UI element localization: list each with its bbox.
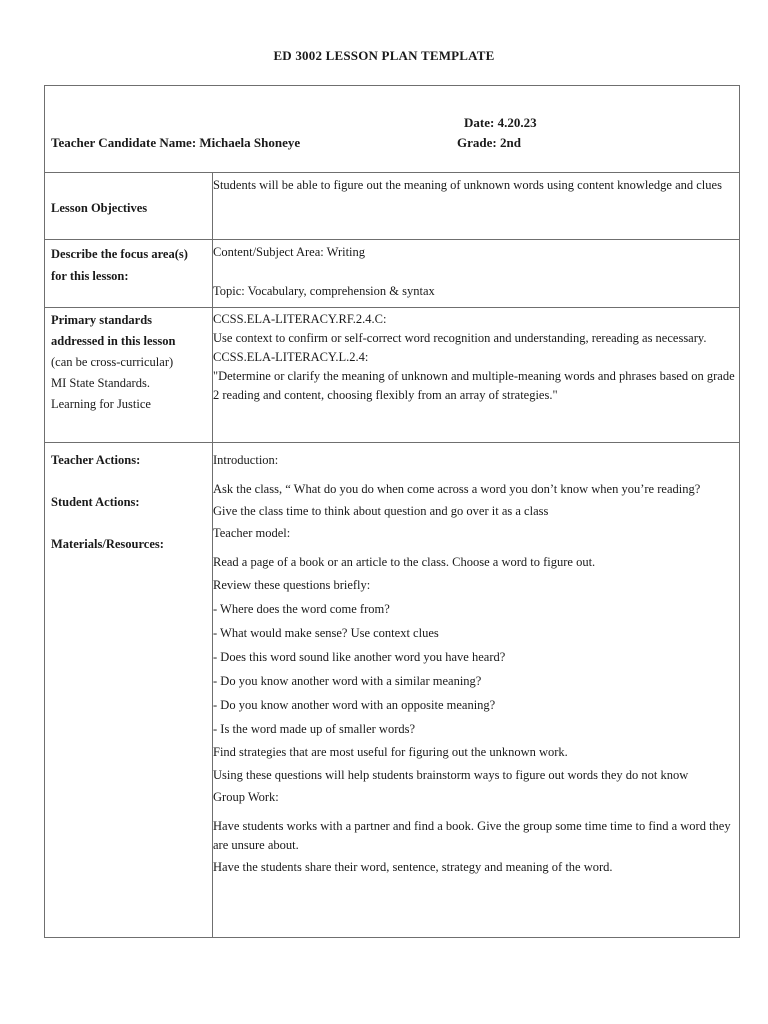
standards-row xyxy=(45,308,740,443)
lesson-topic: Topic: Vocabulary, comprehension & syntax xyxy=(213,284,435,298)
subject-area: Content/Subject Area: Writing xyxy=(213,245,366,259)
review-questions-heading: Review these questions briefly: xyxy=(213,578,371,592)
standards-label: Primary standards addressed in this lesson xyxy=(51,313,176,348)
header-cell xyxy=(45,86,740,173)
objectives-label: Lesson Objectives xyxy=(51,201,148,215)
focus-label: Describe the focus area(s) for this lesson: xyxy=(51,247,188,283)
student-actions-label: Student Actions: xyxy=(51,495,140,509)
find-strategies-text: Find strategies that are most useful for figuring out the unknown work. xyxy=(213,745,568,759)
teacher-model-heading: Teacher model: xyxy=(213,526,291,540)
question-item: - Is the word made up of smaller words? xyxy=(213,722,416,736)
group-work-heading: Group Work: xyxy=(213,790,279,804)
learning-for-justice-label: Learning for Justice xyxy=(51,397,151,411)
focus-row xyxy=(45,240,740,308)
lesson-date: Date: 4.20.23 xyxy=(464,115,537,130)
standard-1-code: CCSS.ELA-LITERACY.RF.2.4.C: xyxy=(213,312,387,326)
question-item: - Does this word sound like another word you have heard? xyxy=(213,650,506,664)
objectives-text: Students will be able to figure out the meaning of unknown words using content knowledge and clues xyxy=(213,178,722,192)
actions-row xyxy=(45,443,740,938)
give-time-text: Give the class time to think about question and go over it as a class xyxy=(213,504,549,518)
standards-label-cell xyxy=(45,308,213,443)
teacher-actions-label: Teacher Actions: xyxy=(51,453,141,467)
share-text: Have the students share their word, sentence, strategy and meaning of the word. xyxy=(213,860,613,874)
standard-1-text: Use context to confirm or self-correct word recognition and understanding, rereading as necessary. xyxy=(213,331,707,345)
mi-state-standards-label: MI State Standards. xyxy=(51,376,150,390)
focus-label-cell xyxy=(45,240,213,308)
objectives-label-cell xyxy=(45,173,213,240)
focus-content-cell xyxy=(213,240,740,308)
ask-class-text: Ask the class, “ What do you do when come across a word you don’t know when you’re reading? xyxy=(213,482,701,496)
document-title: ED 3002 LESSON PLAN TEMPLATE xyxy=(273,48,495,63)
header-row xyxy=(45,86,740,173)
teacher-candidate-name: Teacher Candidate Name: Michaela Shoneye xyxy=(51,135,301,150)
cross-curricular-note: (can be cross-curricular) xyxy=(51,355,174,369)
actions-label-cell xyxy=(45,443,213,938)
objectives-row xyxy=(45,173,740,240)
objectives-content-cell xyxy=(213,173,740,240)
using-questions-text: Using these questions will help students brainstorm ways to figure out words they do not know xyxy=(213,768,689,782)
introduction-heading: Introduction: xyxy=(213,453,279,467)
question-item: - Do you know another word with an opposite meaning? xyxy=(213,698,496,712)
read-page-text: Read a page of a book or an article to the class. Choose a word to figure out. xyxy=(213,555,596,569)
materials-resources-label: Materials/Resources: xyxy=(51,537,164,551)
partner-text: Have students works with a partner and find a book. Give the group some time time to find a word they are unsure about. xyxy=(213,819,731,852)
question-item: - Do you know another word with a similar meaning? xyxy=(213,674,482,688)
lesson-plan-table xyxy=(44,85,740,938)
standard-2-text: "Determine or clarify the meaning of unknown and multiple-meaning words and phrases based on grade 2 reading and content, choosing flexibly from an array of strategies." xyxy=(213,369,735,402)
standards-content-cell xyxy=(213,308,740,443)
grade-level: Grade: 2nd xyxy=(457,135,521,150)
actions-content-cell xyxy=(213,443,740,938)
standard-2-code: CCSS.ELA-LITERACY.L.2.4: xyxy=(213,350,369,364)
question-item: - What would make sense? Use context clues xyxy=(213,626,439,640)
question-item: - Where does the word come from? xyxy=(213,602,390,616)
